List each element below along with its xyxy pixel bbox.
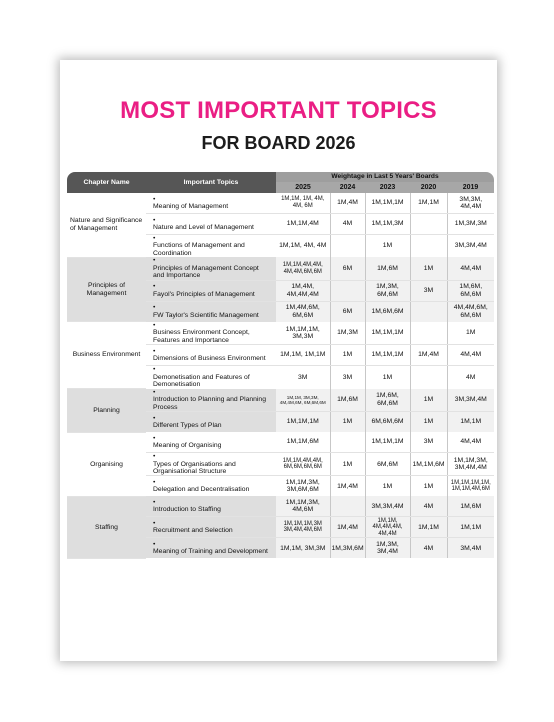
weightage-cell-2025: 1M,1M,3M, 3M,6M,6M [276, 476, 330, 497]
weightage-cell-2023: 3M,3M,4M [365, 496, 410, 517]
weightage-cell-2023: 1M [365, 366, 410, 389]
weightage-cell-2024: 3M [330, 366, 365, 389]
header-year: 2024 [330, 182, 365, 193]
topic-cell [146, 193, 276, 214]
chapter-name: Nature and Significance of Management [67, 193, 146, 257]
bullet-icon: • [153, 257, 156, 265]
weightage-cell-2019: 1M [447, 322, 494, 345]
header-year: 2019 [447, 182, 494, 193]
topic-name: Dimensions of Business Environment [153, 355, 266, 363]
weightage-cell-2020 [410, 214, 447, 235]
weightage-cell-2024: 1M,3M,6M [330, 538, 365, 559]
weightage-cell-2019: 4M [447, 366, 494, 389]
poster-page [60, 60, 497, 661]
weightage-cell-2023: 1M,6M,6M [365, 301, 410, 322]
weightage-cell-2019: 4M,4M,6M, 6M,6M [447, 301, 494, 322]
chapter-name: Organising [67, 432, 146, 496]
chapter-name: Business Environment [67, 322, 146, 389]
topic-name: Delegation and Decentralisation [153, 486, 250, 494]
weightage-cell-2019: 1M,1M [447, 517, 494, 538]
weightage-cell-2020 [410, 301, 447, 322]
weightage-cell-2023: 1M,1M,1M [365, 322, 410, 345]
chapter-name: Staffing [67, 496, 146, 558]
weightage-cell-2020: 1M,1M [410, 517, 447, 538]
weightage-cell-2025: 1M,1M, 4M, 4M [276, 235, 330, 258]
bullet-icon: • [153, 347, 156, 355]
topic-cell [146, 432, 276, 453]
topic-cell [146, 366, 276, 389]
topic-cell [146, 322, 276, 345]
weightage-cell-2024: 1M,6M [330, 389, 365, 412]
weightage-cell-2025: 1M,1M, 1M,1M [276, 345, 330, 366]
bullet-icon: • [153, 235, 156, 242]
weightage-cell-2019: 4M,4M [447, 345, 494, 366]
topic-cell [146, 235, 276, 258]
topic-cell [146, 214, 276, 235]
weightage-cell-2019: 3M,3M, 4M,4M [447, 193, 494, 214]
bullet-icon: • [153, 304, 156, 312]
topic-cell [146, 257, 276, 280]
weightage-cell-2023: 1M,1M,1M [365, 432, 410, 453]
topic-cell [146, 453, 276, 476]
weightage-cell-2024 [330, 496, 365, 517]
weightage-cell-2020: 1M,1M [410, 193, 447, 214]
topic-name: Principles of Management Concept and Importance [153, 264, 259, 280]
chapter-name: Planning [67, 389, 146, 432]
weightage-cell-2025: 1M,1M,6M [276, 432, 330, 453]
weightage-cell-2025: 1M,1M,3M, 4M,6M [276, 496, 330, 517]
weightage-cell-2020: 1M,1M,6M [410, 453, 447, 476]
bullet-icon: • [153, 519, 156, 527]
weightage-cell-2023: 1M,3M, 3M,4M [365, 538, 410, 559]
weightage-cell-2025: 1M,1M,4M [276, 214, 330, 235]
weightage-cell-2024: 4M [330, 214, 365, 235]
weightage-cell-2023: 1M,1M, 4M,4M,4M, 4M,4M [365, 517, 410, 538]
weightage-cell-2024: 6M [330, 301, 365, 322]
table-row [67, 257, 494, 280]
weightage-cell-2025: 1M,1M, 1M, 4M, 4M, 6M [276, 193, 330, 214]
weightage-cell-2019: 1M,6M [447, 496, 494, 517]
weightage-cell-2019: 3M,4M [447, 538, 494, 559]
topic-cell [146, 280, 276, 301]
topic-cell [146, 412, 276, 433]
weightage-cell-2020: 1M [410, 257, 447, 280]
weightage-cell-2024: 1M [330, 453, 365, 476]
bullet-icon: • [153, 366, 156, 374]
weightage-cell-2020 [410, 322, 447, 345]
topic-name: Meaning of Organising [153, 442, 222, 450]
bullet-icon: • [153, 388, 156, 396]
topic-name: FW Taylor's Scientific Management [153, 311, 259, 319]
bullet-icon: • [153, 414, 156, 422]
topic-name: Introduction to Staffing [153, 506, 221, 514]
header-year: 2020 [410, 182, 447, 193]
topic-name: Meaning of Training and Development [153, 548, 268, 556]
weightage-cell-2025: 1M,1M, 3M,3M [276, 538, 330, 559]
weightage-cell-2024: 1M,4M [330, 193, 365, 214]
weightage-cell-2023: 1M,1M,1M [365, 345, 410, 366]
bullet-icon: • [153, 283, 156, 291]
weightage-cell-2020 [410, 366, 447, 389]
weightage-cell-2023: 1M,1M,1M [365, 193, 410, 214]
bullet-icon: • [153, 434, 156, 442]
bullet-icon: • [153, 321, 156, 329]
bullet-icon: • [153, 498, 156, 506]
poster-title: MOST IMPORTANT TOPICS [120, 97, 437, 124]
topic-name: Recruitment and Selection [153, 527, 233, 535]
weightage-cell-2025: 3M [276, 366, 330, 389]
weightage-cell-2023: 1M [365, 476, 410, 497]
weightage-cell-2019: 1M,1M,1M,1M, 1M,1M,4M,6M [447, 476, 494, 497]
weightage-cell-2020: 1M [410, 389, 447, 412]
header-chapter-name: Chapter Name [67, 172, 146, 193]
topic-cell [146, 476, 276, 497]
weightage-cell-2020: 1M [410, 476, 447, 497]
weightage-cell-2019: 3M,3M,4M [447, 235, 494, 258]
weightage-cell-2019: 4M,4M [447, 257, 494, 280]
weightage-cell-2024: 1M,4M [330, 517, 365, 538]
weightage-cell-2023: 1M,6M [365, 257, 410, 280]
weightage-cell-2023: 1M,3M, 6M,6M [365, 280, 410, 301]
weightage-cell-2025: 1M,1M,4M,4M, 4M,4M,6M,6M [276, 257, 330, 280]
topic-cell [146, 389, 276, 412]
table-row [67, 193, 494, 214]
weightage-cell-2025: 1M,1M,4M,4M, 6M,6M,6M,6M [276, 453, 330, 476]
poster-subtitle: FOR BOARD 2026 [201, 133, 356, 153]
header-year: 2025 [276, 182, 330, 193]
weightage-cell-2024 [330, 432, 365, 453]
weightage-cell-2025: 1M,4M,6M, 6M,6M [276, 301, 330, 322]
weightage-cell-2020: 3M [410, 280, 447, 301]
chapter-name: Principles of Management [67, 257, 146, 321]
weightage-cell-2023: 6M,6M,6M [365, 412, 410, 433]
bullet-icon: • [153, 195, 156, 203]
topic-name: Demonetisation and Features of Demonetisation [153, 373, 250, 389]
bullet-icon: • [153, 478, 156, 486]
weightage-cell-2019: 1M,6M, 6M,6M [447, 280, 494, 301]
header-weightage: Weightage in Last 5 Years' Boards [276, 172, 494, 182]
table-row [67, 432, 494, 453]
bullet-icon: • [153, 540, 156, 548]
topic-name: Functions of Management and Coordination [153, 242, 245, 257]
weightage-cell-2024: 1M,3M [330, 322, 365, 345]
weightage-cell-2025: 1M,1M,1M [276, 412, 330, 433]
topic-cell [146, 345, 276, 366]
header-important-topics: Important Topics [146, 172, 276, 193]
weightage-cell-2023: 1M,1M,3M [365, 214, 410, 235]
weightage-cell-2025: 1M,4M, 4M,4M,4M [276, 280, 330, 301]
weightage-cell-2023: 1M [365, 235, 410, 258]
weightage-cell-2024: 1M,4M [330, 476, 365, 497]
topics-table [67, 172, 494, 559]
topic-name: Nature and Level of Management [153, 224, 254, 231]
weightage-cell-2024: 6M [330, 257, 365, 280]
topic-name: Introduction to Planning and Planning Process [153, 396, 266, 411]
table-row [67, 389, 494, 412]
weightage-cell-2019: 4M,4M [447, 432, 494, 453]
weightage-cell-2025: 1M,1M,1M,3M 3M,4M,4M,6M [276, 517, 330, 538]
weightage-cell-2024: 1M [330, 345, 365, 366]
weightage-cell-2024 [330, 235, 365, 258]
weightage-cell-2020: 3M [410, 432, 447, 453]
table-row [67, 496, 494, 517]
weightage-cell-2019: 1M,1M [447, 412, 494, 433]
topic-name: Different Types of Plan [153, 422, 222, 430]
topic-name: Fayol's Principles of Management [153, 290, 255, 298]
topic-name: Types of Organisations and Organisational Structure [153, 460, 236, 475]
bullet-icon: • [153, 216, 156, 224]
table-row [67, 322, 494, 345]
weightage-cell-2025: 1M,1M,1M, 3M,3M [276, 322, 330, 345]
weightage-cell-2019: 3M,3M,4M [447, 389, 494, 412]
weightage-cell-2020: 1M [410, 412, 447, 433]
weightage-cell-2024: 1M [330, 412, 365, 433]
weightage-cell-2025: 1M,1M, 3M,3M, 4M,4M,6M, 6M,6M,6M [276, 389, 330, 412]
weightage-cell-2020: 4M [410, 538, 447, 559]
topic-cell [146, 301, 276, 322]
topic-cell [146, 517, 276, 538]
weightage-cell-2020 [410, 235, 447, 258]
topic-name: Business Environment Concept, Features and Importance [153, 329, 250, 344]
table-body [67, 193, 494, 558]
weightage-cell-2024 [330, 280, 365, 301]
weightage-cell-2019: 1M,3M,3M [447, 214, 494, 235]
topic-cell [146, 496, 276, 517]
header-year: 2023 [365, 182, 410, 193]
weightage-cell-2023: 6M,6M [365, 453, 410, 476]
weightage-cell-2020: 1M,4M [410, 345, 447, 366]
weightage-cell-2023: 1M,6M, 6M,6M [365, 389, 410, 412]
topic-cell [146, 538, 276, 559]
weightage-cell-2019: 1M,1M,3M, 3M,4M,4M [447, 453, 494, 476]
topic-name: Meaning of Management [153, 203, 229, 210]
bullet-icon: • [153, 453, 156, 461]
weightage-cell-2020: 4M [410, 496, 447, 517]
